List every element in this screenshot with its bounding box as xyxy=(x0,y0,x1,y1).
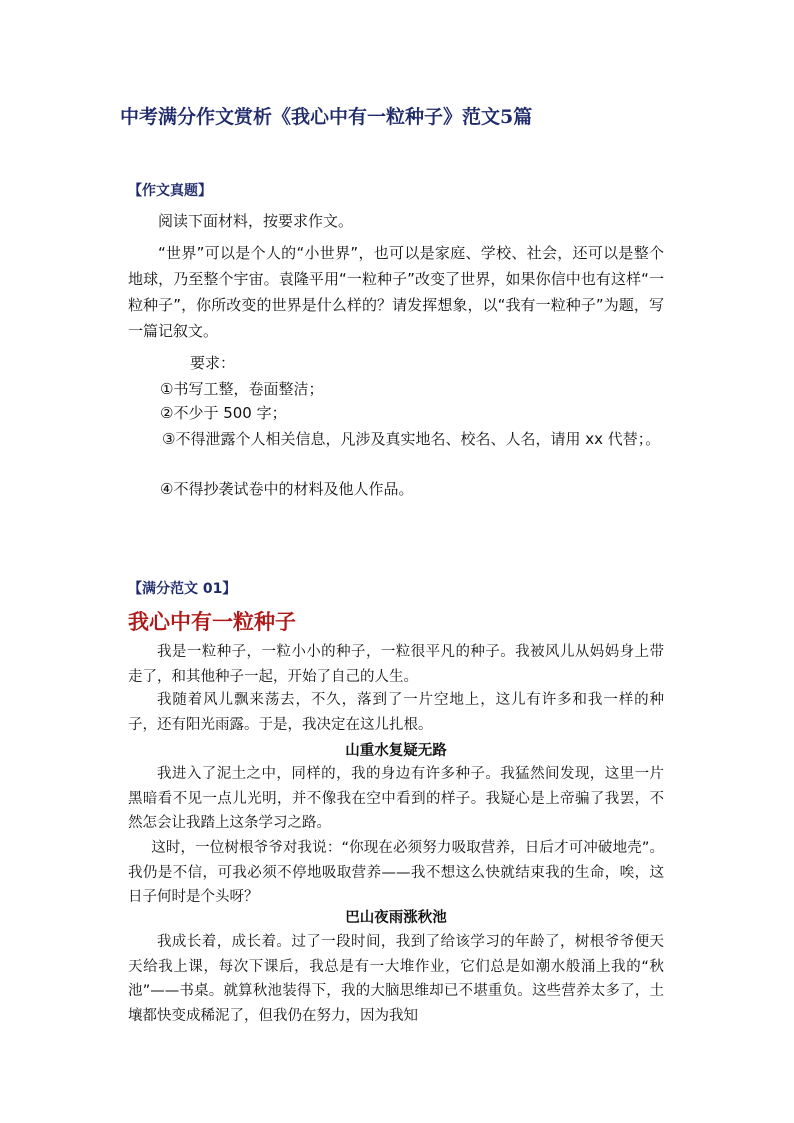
section-label-essay: 【满分范文 01】 xyxy=(128,581,237,597)
essay-paragraph: 我成长着，成长着。过了一段时间，我到了给该学习的年龄了，树根爷爷便天天给我上课，每次下课后，我总是有一大堆作业，它们总是如潮水般涌上我的“秋池”——书桌。就算秋池装得下，我的大脑思维却已不堪重负。这些营养太多了，土壤都快变成稀泥了，但我仍在努力，因为我知 xyxy=(128,934,664,1024)
prompt-material: “世界”可以是个人的“小世界”，也可以是家庭、学校、社会，还可以是整个地球，乃至整个宇宙。袁隆平用“一粒种子”改变了世界，如果你信中也有这样“一粒种子”，你所改变的世界是什么样的？请发挥想象，以“我有一粒种子”为题，写一篇记叙文。 xyxy=(128,244,664,340)
essay-paragraph: 这时，一位树根爷爷对我说：“你现在必须努力吸取营养，日后才可冲破地壳”。我仍是不信，可我必须不停地吸取营养——我不想这么快就结束我的生命，唉，这日子何时是个头呀？ xyxy=(128,840,664,906)
essay-paragraph: 我进入了泥土之中，同样的，我的身边有许多种子。我猛然间发现，这里一片黑暗看不见一点儿光明，并不像我在空中看到的样子。我疑心是上帝骗了我罢，不然怎会让我踏上这条学习之路。 xyxy=(128,766,664,832)
requirement-item: ④不得抄袭试卷中的材料及他人作品。 xyxy=(160,480,414,498)
essay-subheading: 山重水复疑无路 xyxy=(345,743,447,759)
requirement-item: ③不得泄露个人相关信息，凡涉及真实地名、校名、人名，请用 xx 代替；。 xyxy=(162,430,661,448)
requirements-heading: 要求： xyxy=(190,354,236,372)
essay-paragraph: 我是一粒种子，一粒小小的种子，一粒很平凡的种子。我被风儿从妈妈身上带走了，和其他种子一起，开始了自己的人生。 xyxy=(128,644,664,685)
page-title: 中考满分作文赏析《我心中有一粒种子》范文5篇 xyxy=(120,106,533,128)
essay-title: 我心中有一粒种子 xyxy=(128,609,296,634)
essay-paragraph: 我随着风儿飘来荡去，不久，落到了一片空地上，这儿有许多和我一样的种子，还有阳光雨露。于是，我决定在这儿扎根。 xyxy=(128,692,664,733)
essay-subheading: 巴山夜雨涨秋池 xyxy=(345,910,447,926)
prompt-intro: 阅读下面材料，按要求作文。 xyxy=(158,212,354,230)
section-label-prompt: 【作文真题】 xyxy=(128,183,212,199)
requirement-item: ②不少于 500 字； xyxy=(160,404,287,422)
requirement-item: ①书写工整，卷面整洁； xyxy=(160,380,324,398)
